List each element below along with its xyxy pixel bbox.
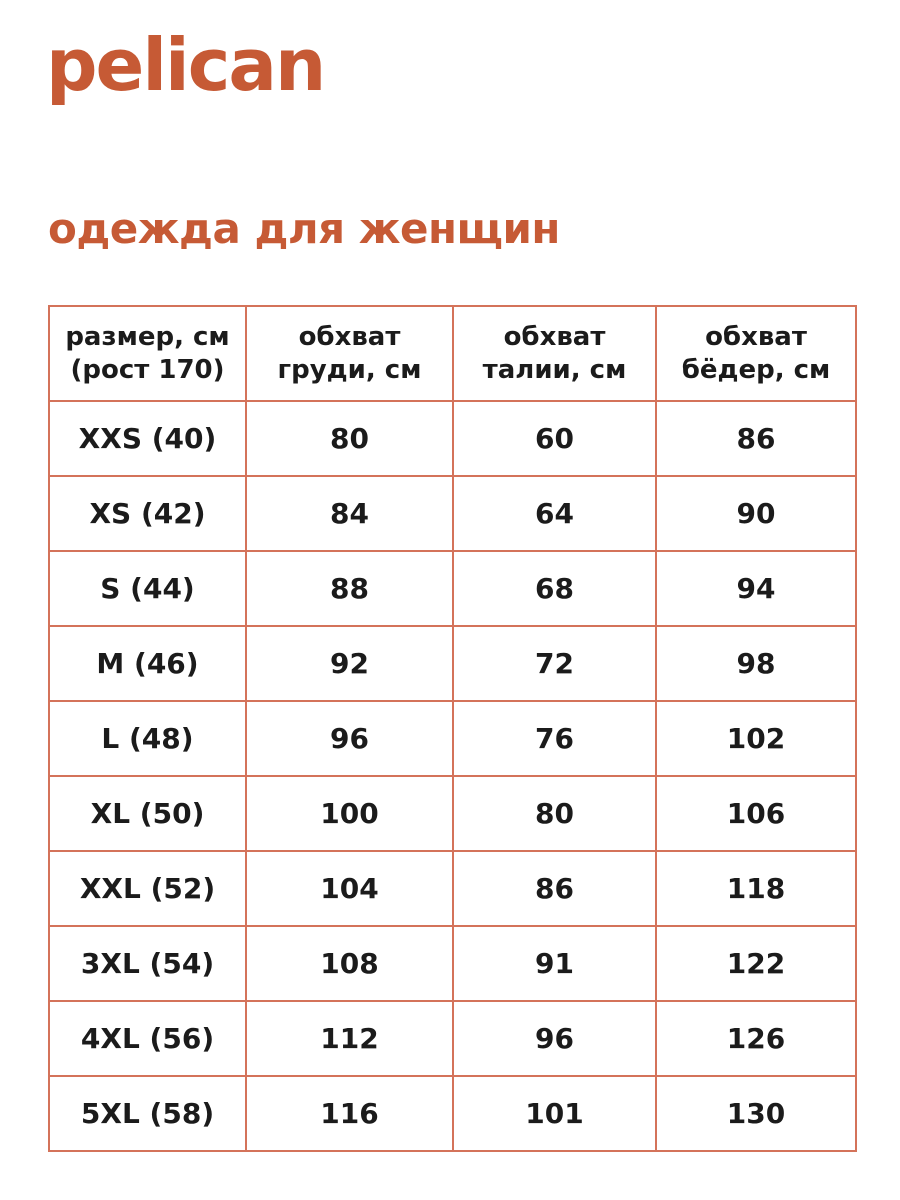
table-header-row [49, 306, 856, 401]
cell-hips: 102 [656, 701, 856, 776]
col-header-hips-line1: обхват [705, 322, 807, 352]
cell-size: S (44) [49, 551, 246, 626]
cell-size: XL (50) [49, 776, 246, 851]
cell-size: 5XL (58) [49, 1076, 246, 1151]
cell-size: 4XL (56) [49, 1001, 246, 1076]
cell-hips: 118 [656, 851, 856, 926]
col-header-waist-line1: обхват [503, 322, 606, 352]
cell-size: L (48) [49, 701, 246, 776]
cell-size: XS (42) [49, 476, 246, 551]
table-row [49, 551, 856, 626]
page-title: одежда для женщин [48, 204, 560, 253]
size-table [48, 305, 857, 1152]
table-row [49, 851, 856, 926]
table-row [49, 926, 856, 1001]
cell-hips: 94 [656, 551, 856, 626]
cell-waist: 96 [453, 1001, 656, 1076]
cell-waist: 91 [453, 926, 656, 1001]
cell-chest: 96 [246, 701, 453, 776]
table-row [49, 626, 856, 701]
col-header-hips-line2: бёдер, см [681, 354, 831, 385]
brand-logo: pelican [46, 23, 325, 107]
table-row [49, 1001, 856, 1076]
cell-size: 3XL (54) [49, 926, 246, 1001]
table-row [49, 476, 856, 551]
col-header-waist [453, 306, 656, 401]
cell-hips: 130 [656, 1076, 856, 1151]
cell-waist: 86 [453, 851, 656, 926]
cell-waist: 64 [453, 476, 656, 551]
cell-waist: 68 [453, 551, 656, 626]
cell-chest: 104 [246, 851, 453, 926]
table-row [49, 1076, 856, 1151]
table-row [49, 401, 856, 476]
cell-chest: 80 [246, 401, 453, 476]
table-row [49, 701, 856, 776]
cell-waist: 80 [453, 776, 656, 851]
col-header-hips [656, 306, 856, 401]
cell-size: XXS (40) [49, 401, 246, 476]
col-header-size-line1: размер, см [65, 322, 230, 352]
cell-chest: 100 [246, 776, 453, 851]
cell-chest: 108 [246, 926, 453, 1001]
table-row [49, 776, 856, 851]
cell-chest: 92 [246, 626, 453, 701]
cell-size: XXL (52) [49, 851, 246, 926]
cell-waist: 101 [453, 1076, 656, 1151]
cell-waist: 60 [453, 401, 656, 476]
cell-hips: 98 [656, 626, 856, 701]
col-header-size-line2: (рост 170) [70, 354, 225, 385]
cell-chest: 84 [246, 476, 453, 551]
col-header-size [49, 306, 246, 401]
cell-hips: 86 [656, 401, 856, 476]
cell-hips: 122 [656, 926, 856, 1001]
cell-chest: 116 [246, 1076, 453, 1151]
cell-chest: 88 [246, 551, 453, 626]
cell-hips: 106 [656, 776, 856, 851]
cell-waist: 76 [453, 701, 656, 776]
cell-hips: 126 [656, 1001, 856, 1076]
col-header-chest-line1: обхват [298, 322, 401, 352]
cell-hips: 90 [656, 476, 856, 551]
col-header-waist-line2: талии, см [482, 354, 627, 385]
cell-size: M (46) [49, 626, 246, 701]
cell-waist: 72 [453, 626, 656, 701]
col-header-chest-line2: груди, см [277, 354, 422, 385]
cell-chest: 112 [246, 1001, 453, 1076]
col-header-chest [246, 306, 453, 401]
